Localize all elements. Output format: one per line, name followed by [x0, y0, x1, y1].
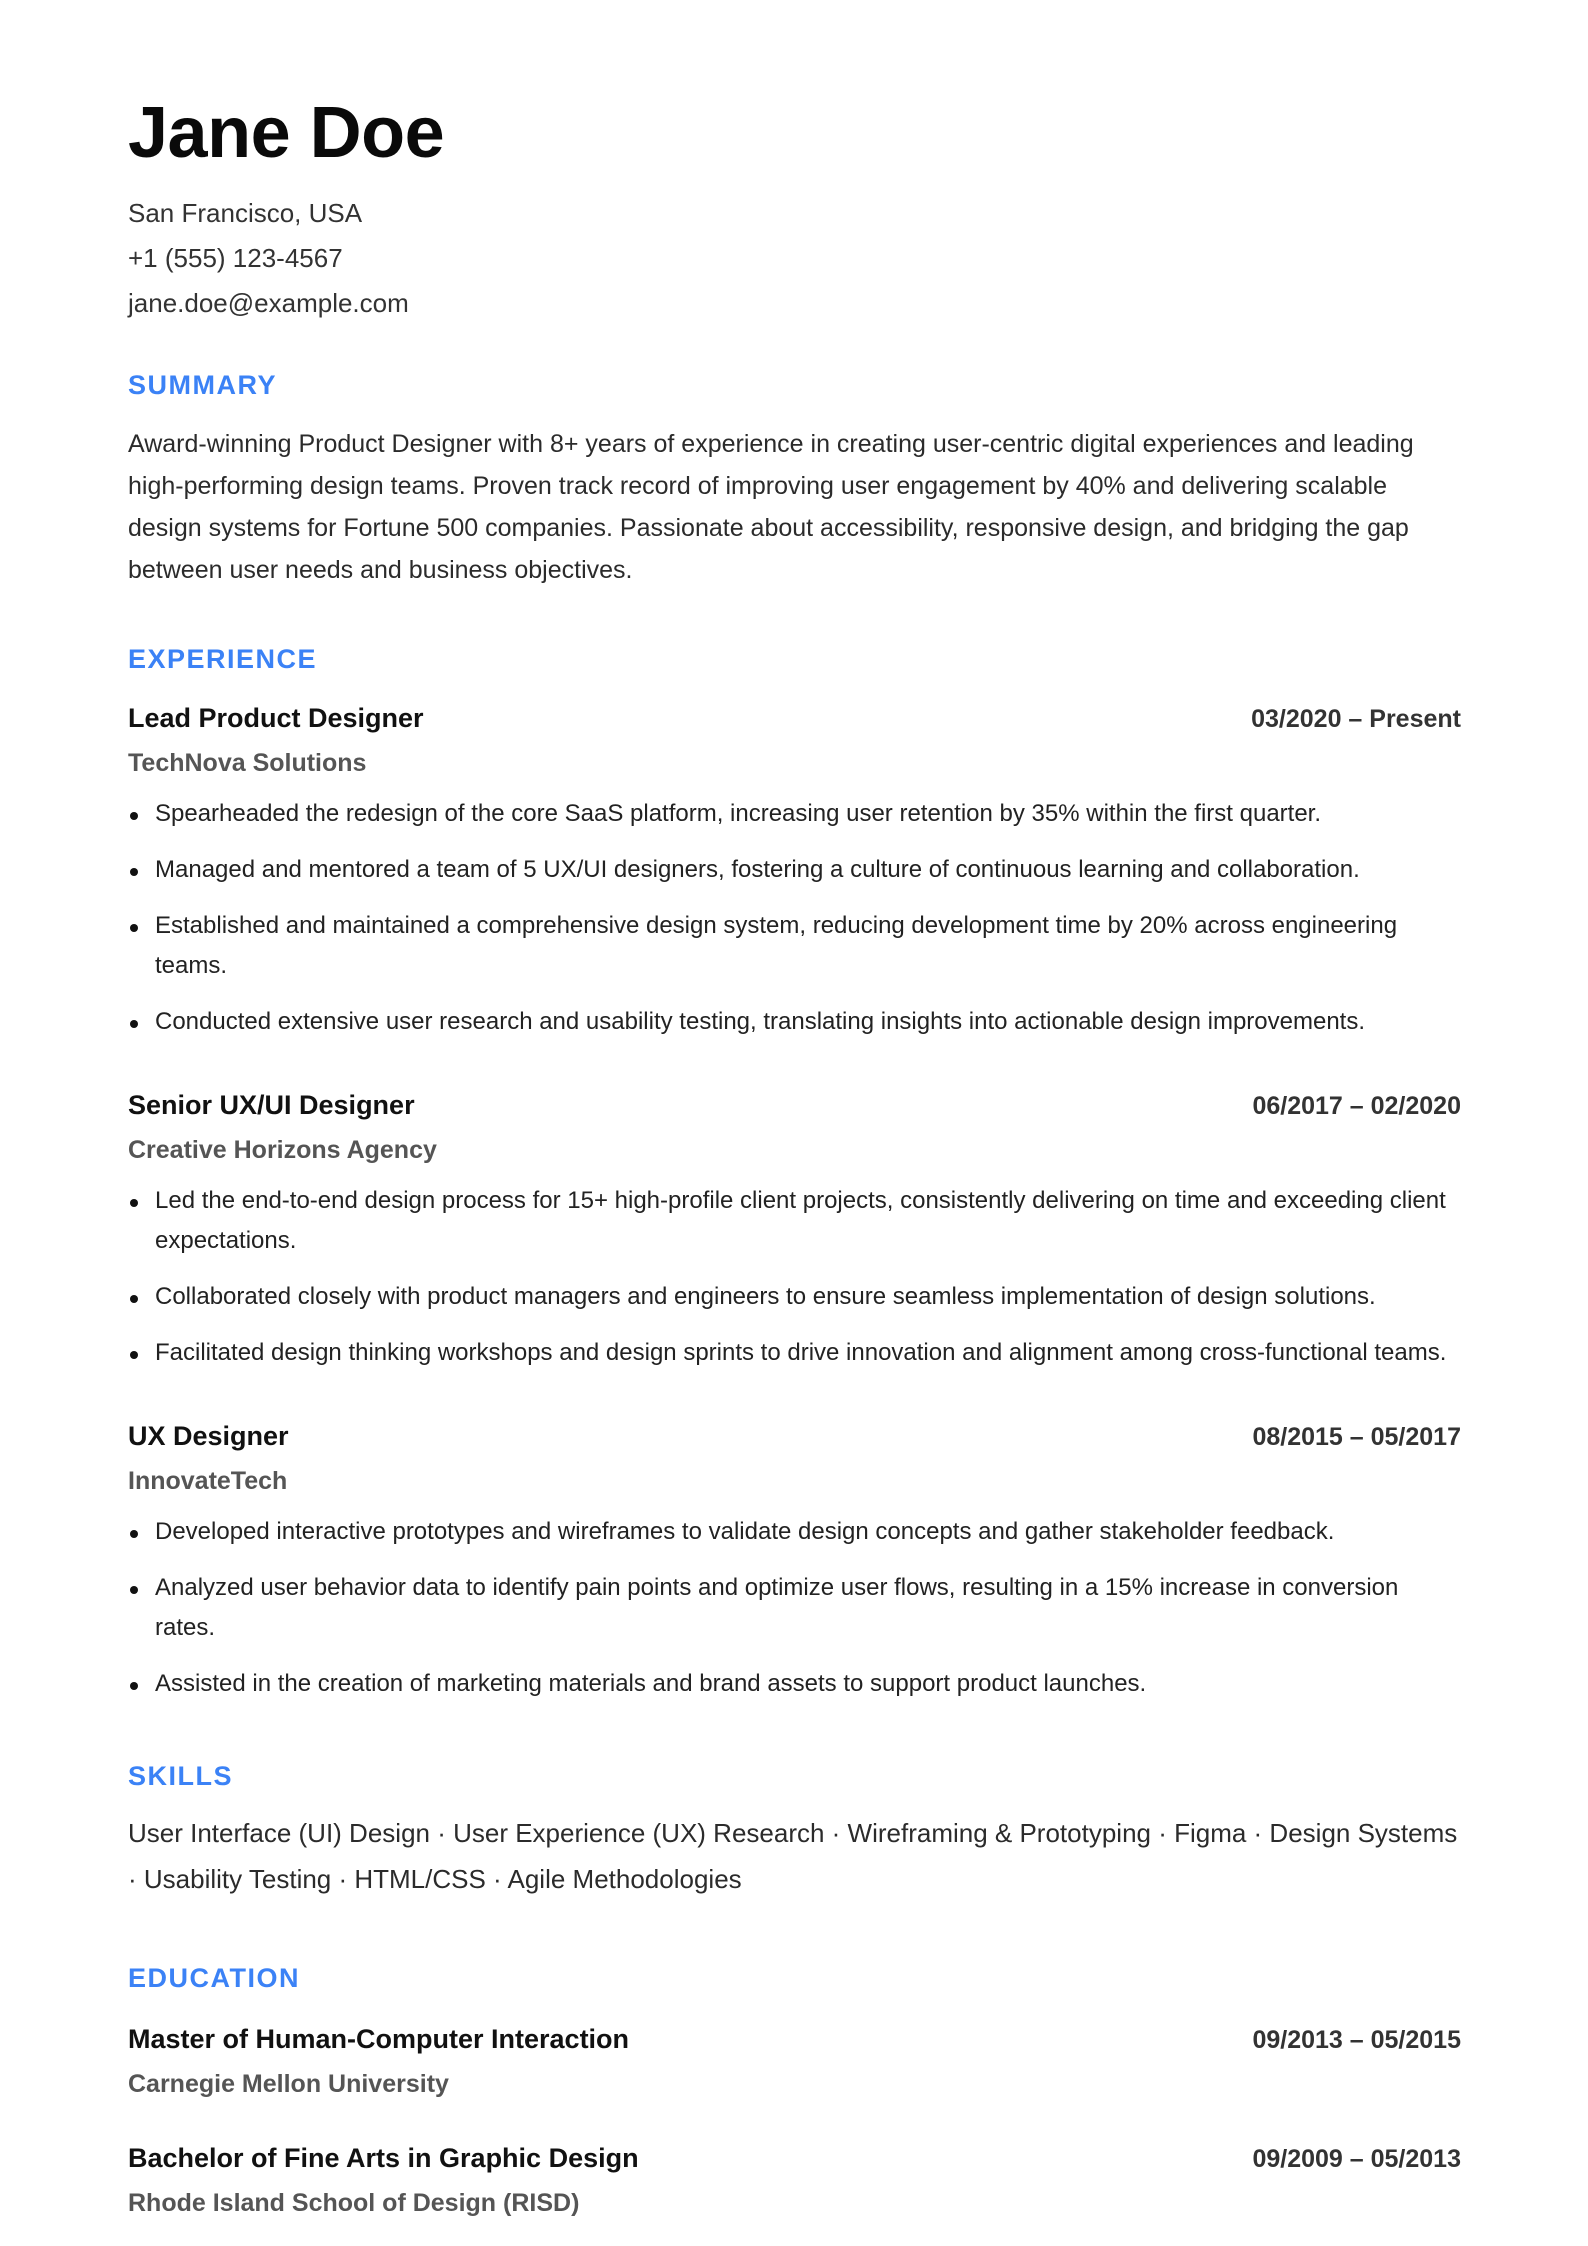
bullet-item — [128, 1512, 1461, 1552]
bullet-item — [128, 1181, 1461, 1261]
job-title: Lead Product Designer — [128, 702, 424, 733]
company-name: Creative Horizons Agency — [128, 1135, 437, 1164]
skills-section — [128, 1760, 1461, 1902]
summary-section — [128, 369, 1461, 591]
bullet-text: Collaborated closely with product managers and engineers to ensure seamless implementation of design solutions. — [155, 1282, 1376, 1310]
bullet-text: Developed interactive prototypes and wireframes to validate design concepts and gather stakeholder feedback. — [155, 1517, 1335, 1545]
school-name: Carnegie Mellon University — [128, 2069, 449, 2098]
company-name: InnovateTech — [128, 1466, 288, 1495]
bullet-icon — [130, 1530, 138, 1538]
bullet-item — [128, 1002, 1461, 1042]
bullet-icon — [130, 1351, 138, 1359]
education-heading: EDUCATION — [128, 1962, 300, 1993]
phone-text: +1 (555) 123-4567 — [128, 242, 343, 273]
bullet-text: Led the end-to-end design process for 15+ high-profile client projects, consistently delivering on time and exceeding client expectations. — [155, 1186, 1446, 1254]
bullet-text: Conducted extensive user research and usability testing, translating insights into actionable design improvements. — [155, 1007, 1366, 1035]
summary-text: Award-winning Product Designer with 8+ years of experience in creating user-centric digital experiences and leading high-performing design teams. Proven track record of improving user engagement by 40% and delivering scalable design systems for Fortune 500 companies. Passionate about accessibility, responsive design, and bridging the gap between user needs and business objectives. — [128, 429, 1414, 584]
bullet-item — [128, 794, 1461, 834]
job-title: Senior UX/UI Designer — [128, 1089, 415, 1120]
bullet-icon — [130, 1199, 138, 1207]
bullet-item — [128, 1664, 1461, 1704]
bullet-icon — [130, 1020, 138, 1028]
job-header — [128, 1419, 1461, 1454]
summary-heading: SUMMARY — [128, 369, 277, 400]
job-title: UX Designer — [128, 1420, 289, 1451]
job-bullets — [128, 1181, 1461, 1373]
resume-header — [128, 92, 1461, 326]
job-header — [128, 1088, 1461, 1123]
bullet-text: Assisted in the creation of marketing materials and brand assets to support product launches. — [155, 1669, 1147, 1697]
bullet-text: Managed and mentored a team of 5 UX/UI designers, fostering a culture of continuous learning and collaboration. — [155, 855, 1360, 883]
bullet-icon — [130, 812, 138, 820]
job-dates: 06/2017 – 02/2020 — [1252, 1091, 1461, 1120]
bullet-item — [128, 1277, 1461, 1317]
bullet-icon — [130, 1586, 138, 1594]
bullet-icon — [130, 1295, 138, 1303]
education-section — [128, 1962, 1461, 2220]
bullet-item — [128, 850, 1461, 890]
skills-heading: SKILLS — [128, 1760, 234, 1791]
experience-heading: EXPERIENCE — [128, 643, 318, 674]
job-bullets — [128, 794, 1461, 1042]
email-text: jane.doe@example.com — [128, 287, 409, 318]
bullet-item — [128, 1333, 1461, 1373]
education-header — [128, 2141, 1461, 2176]
bullet-item — [128, 1568, 1461, 1648]
bullet-text: Facilitated design thinking workshops and design sprints to drive innovation and alignment among cross-functional teams. — [155, 1338, 1447, 1366]
school-name: Rhode Island School of Design (RISD) — [128, 2188, 580, 2217]
company-name: TechNova Solutions — [128, 748, 367, 777]
skills-text: User Interface (UI) Design · User Experience (UX) Research · Wireframing & Prototyping · Figma · Design Systems · Usability Testing · HTML/CSS · Agile Methodologies — [128, 1817, 1458, 1894]
job-entry — [128, 1088, 1461, 1373]
job-header — [128, 701, 1461, 736]
job-bullets — [128, 1512, 1461, 1704]
education-header — [128, 2022, 1461, 2057]
education-dates: 09/2009 – 05/2013 — [1252, 2144, 1461, 2173]
bullet-text: Established and maintained a comprehensive design system, reducing development time by 20% across engineering teams. — [155, 911, 1398, 979]
bullet-icon — [130, 924, 138, 932]
experience-section — [128, 643, 1461, 1704]
education-dates: 09/2013 – 05/2015 — [1252, 2025, 1461, 2054]
job-dates: 03/2020 – Present — [1251, 704, 1461, 733]
bullet-icon — [130, 868, 138, 876]
location-text: San Francisco, USA — [128, 197, 363, 228]
job-entry — [128, 1419, 1461, 1704]
contact-info — [128, 191, 1461, 326]
job-entry — [128, 701, 1461, 1042]
bullet-item — [128, 906, 1461, 986]
degree-title: Master of Human-Computer Interaction — [128, 2023, 630, 2054]
education-entry — [128, 2022, 1461, 2101]
bullet-text: Spearheaded the redesign of the core SaaS platform, increasing user retention by 35% within the first quarter. — [155, 799, 1322, 827]
job-dates: 08/2015 – 05/2017 — [1252, 1422, 1461, 1451]
degree-title: Bachelor of Fine Arts in Graphic Design — [128, 2142, 639, 2173]
bullet-icon — [130, 1682, 138, 1690]
candidate-name: Jane Doe — [128, 93, 445, 173]
education-entry — [128, 2141, 1461, 2220]
bullet-text: Analyzed user behavior data to identify pain points and optimize user flows, resulting in a 15% increase in conversion rates. — [155, 1573, 1399, 1641]
